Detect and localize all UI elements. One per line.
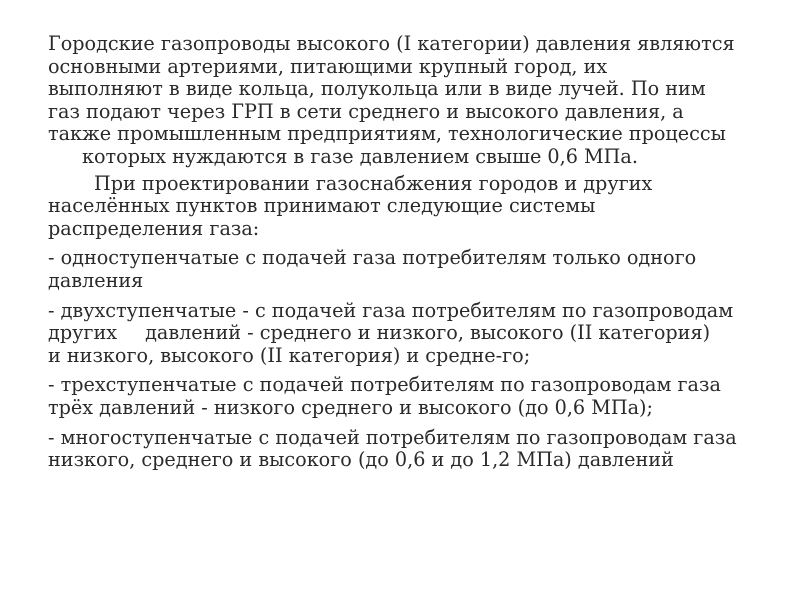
text-line: распределения газа: (48, 216, 260, 240)
paragraph-systems (48, 173, 763, 241)
text-line: давления (48, 268, 144, 292)
text-line-content: давлений - среднего и низкого, высокого (II категория) (145, 321, 711, 345)
text-line-content: При проектировании газоснабжения городов и других (94, 171, 653, 195)
text-line: - трехступенчатые с подачей потребителям по газопроводам газа (48, 373, 721, 397)
document-text (48, 33, 763, 472)
text-line: выполняют в виде кольца, полукольца или в виде лучей. По ним (48, 77, 706, 101)
list-item-three-stage (48, 374, 763, 419)
text-line: - многоступенчатые с подачей потребителям по газопроводам газа (48, 425, 737, 449)
text-line: - одноступенчатые с подачей газа потребителям только одного (48, 246, 697, 270)
text-line: также промышленным предприятиям, технологические процессы (48, 122, 726, 146)
text-line: низкого, среднего и высокого (до 0,6 и до 1,2 МПа) давлений (48, 448, 674, 472)
list-item-two-stage (48, 300, 763, 368)
list-item-multi-stage (48, 427, 763, 472)
text-line (48, 173, 763, 196)
text-line: Городские газопроводы высокого (I категории) давления являются (48, 32, 735, 55)
text-line: и низкого, высокого (II категория) и средне-го; (48, 343, 531, 367)
text-line: основными артериями, питающими крупный город, их (48, 54, 608, 78)
text-line: трёх давлений - низкого среднего и высокого (до 0,6 МПа); (48, 395, 653, 419)
text-line: - двухступенчатые - с подачей газа потребителям по газопроводам (48, 298, 734, 322)
list-item-single-stage (48, 247, 763, 292)
text-line (48, 146, 763, 169)
text-line-content: которых нуждаются в газе давлением свыше 0,6 МПа. (82, 144, 638, 168)
text-line: газ подают через ГРП в сети среднего и высокого давления, а (48, 99, 684, 123)
text-line: населённых пунктов принимают следующие системы (48, 194, 596, 218)
text-line (48, 322, 763, 345)
paragraph-intro (48, 33, 763, 169)
text-line-content: других (48, 321, 118, 345)
